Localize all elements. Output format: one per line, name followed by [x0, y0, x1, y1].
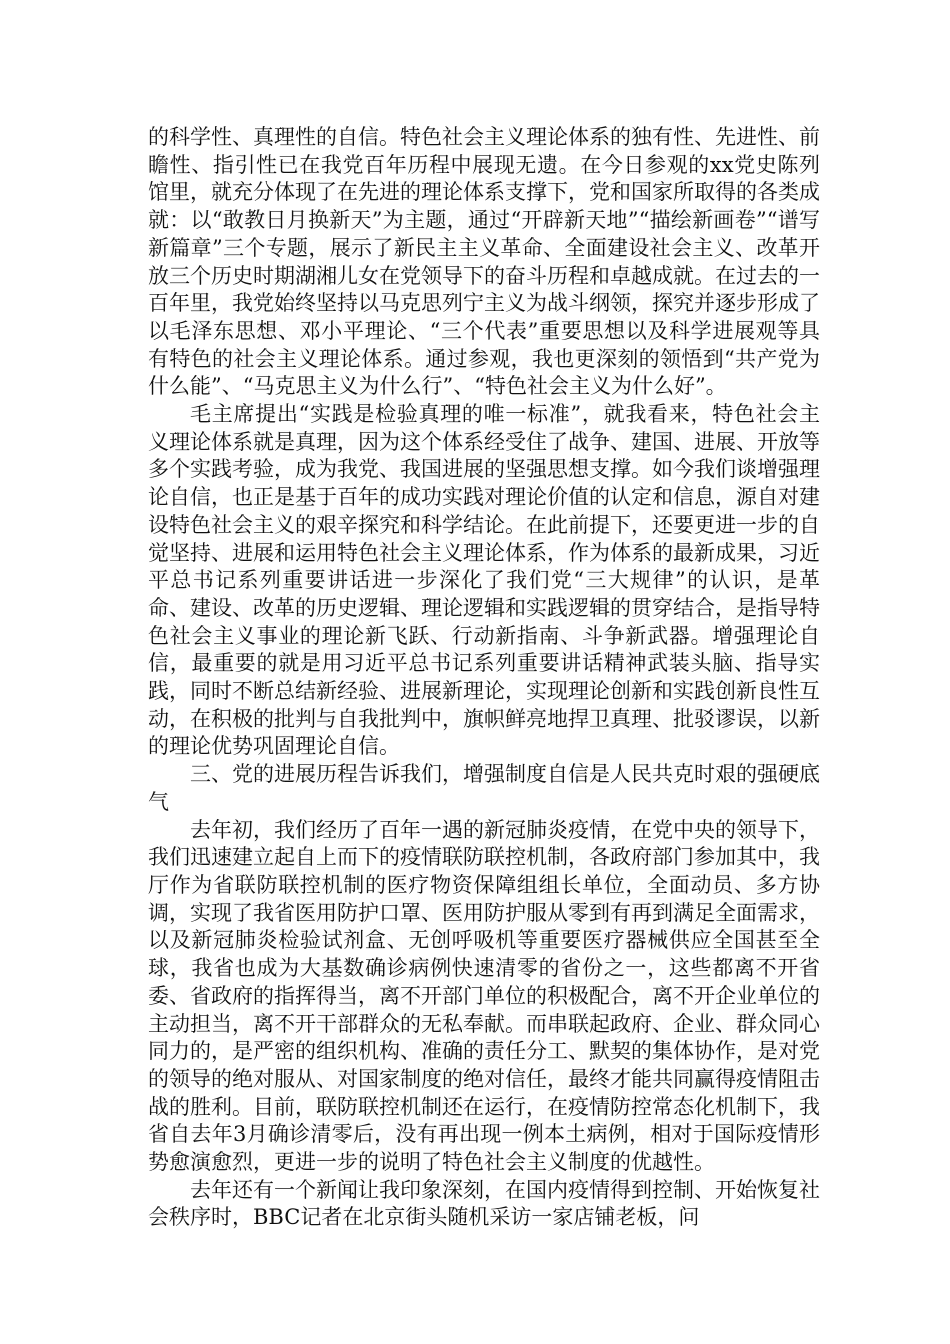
paragraph-bbc-news: 去年还有一个新闻让我印象深刻，在国内疫情得到控制、开始恢复社会秩序时，BBC记者在北京街头随机采访一家店铺老板，问: [148, 1177, 820, 1230]
paragraph-continued: 的科学性、真理性的自信。特色社会主义理论体系的独有性、先进性、前瞻性、指引性已在我党百年历程中展现无遗。在今日参观的xx党史陈列馆里，就充分体现了在先进的理论体系支撑下，党和国家所取得的各类成就：以“敢教日月换新天”为主题，通过“开辟新天地”“描绘新画卷”“谱写新篇章”三个专题，展示了新民主主义革命、全面建设社会主义、改革开放三个历史时期湖湘儿女在党领导下的奋斗历程和卓越成就。在过去的一百年里，我党始终坚持以马克思列宁主义为战斗纲领，探究并逐步形成了以毛泽东思想、邓小平理论、“三个代表”重要思想以及科学进展观等具有特色的社会主义理论体系。通过参观，我也更深刻的领悟到“共产党为什么能”、“马克思主义为什么行”、“特色社会主义为什么好”。: [148, 125, 820, 399]
paragraph-theory-confidence: 毛主席提出“实践是检验真理的唯一标准”，就我看来，特色社会主义理论体系就是真理，因为这个体系经受住了战争、建国、进展、开放等多个实践考验，成为我党、我国进展的坚强思想支撑。如今我们谈增强理论自信，也正是基于百年的成功实践对理论价值的认定和信息，源自对建设特色社会主义的艰辛探究和科学结论。在此前提下，还要更进一步的自觉坚持、进展和运用特色社会主义理论体系，作为体系的最新成果，习近平总书记系列重要讲话进一步深化了我们党“三大规律”的认识，是革命、建设、改革的历史逻辑、理论逻辑和实践逻辑的贯穿结合，是指导特色社会主义事业的理论新飞跃、行动新指南、斗争新武器。增强理论自信，最重要的就是用习近平总书记系列重要讲话精神武装头脑、指导实践，同时不断总结新经验、进展新理论，实现理论创新和实践创新良性互动，在积极的批判与自我批判中，旗帜鲜亮地捍卫真理、批驳谬误，以新的理论优势巩固理论自信。: [148, 402, 820, 759]
section-heading-system-confidence: 三、党的进展历程告诉我们，增强制度自信是人民共克时艰的强硬底气: [148, 762, 820, 814]
paragraph-epidemic-control: 去年初，我们经历了百年一遇的新冠肺炎疫情，在党中央的领导下，我们迅速建立起自上而下的疫情联防联控机制，各政府部门参加其中，我厅作为省联防联控机制的医疗物资保障组组长单位，全面动员、多方协调，实现了我省医用防护口罩、医用防护服从零到有再到满足全面需求，以及新冠肺炎检验试剂盒、无创呼吸机等重要医疗器械供应全国甚至全球，我省也成为大基数确诊病例快速清零的省份之一，这些都离不开省委、省政府的指挥得当，离不开部门单位的积极配合，离不开企业单位的主动担当，离不开干部群众的无私奉献。而串联起政府、企业、群众同心同力的，是严密的组织机构、准确的责任分工、默契的集体协作，是对党的领导的绝对服从、对国家制度的绝对信任，最终才能共同赢得疫情阻击战的胜利。目前，联防联控机制还在运行，在疫情防控常态化机制下，我省自去年3月确诊清零后，没有再出现一例本土病例，相对于国际疫情形势愈演愈烈，更进一步的说明了特色社会主义制度的优越性。: [148, 817, 820, 1175]
document-body: [148, 124, 820, 1232]
